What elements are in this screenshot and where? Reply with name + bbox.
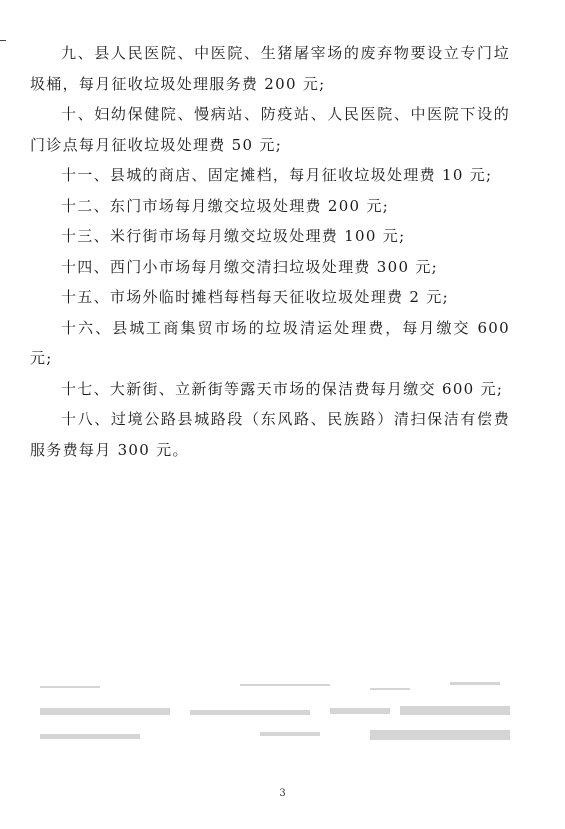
document-body [30, 38, 510, 465]
scan-edge-mark [0, 40, 6, 41]
paragraph-17: 十七、大新街、立新街等露天市场的保洁费每月缴交 600 元; [61, 379, 504, 398]
paragraph-18: 十八、过境公路县城路段（东风路、民族路）清扫保洁有偿费服务费每月 300 元。 [30, 410, 510, 459]
paragraph-14: 十四、西门小市场每月缴交清扫垃圾处理费 300 元; [61, 257, 439, 276]
paragraph-10: 十、妇幼保健院、慢病站、防疫站、人民医院、中医院下设的门诊点每月征收垃圾处理费 50 元; [30, 105, 510, 154]
paragraph-13: 十三、米行街市场每月缴交垃圾处理费 100 元; [61, 227, 406, 245]
page-number: 3 [279, 788, 286, 799]
paragraph-12: 十二、东门市场每月缴交垃圾处理费 200 元; [61, 196, 390, 215]
paragraph-15: 十五、市场外临时摊档每档每天征收垃圾处理费 2 元; [61, 288, 449, 306]
faded-bleed-through-text [40, 678, 510, 758]
paragraph-16: 十六、县城工商集贸市场的垃圾清运处理费，每月缴交 600 元; [30, 318, 510, 367]
paragraph-9: 九、县人民医院、中医院、生猪屠宰场的废弃物要设立专门垃圾桶，每月征收垃圾处理服务费 200 元; [30, 44, 510, 93]
paragraph-11: 十一、县城的商店、固定摊档，每月征收垃圾处理费 10 元; [61, 166, 493, 184]
